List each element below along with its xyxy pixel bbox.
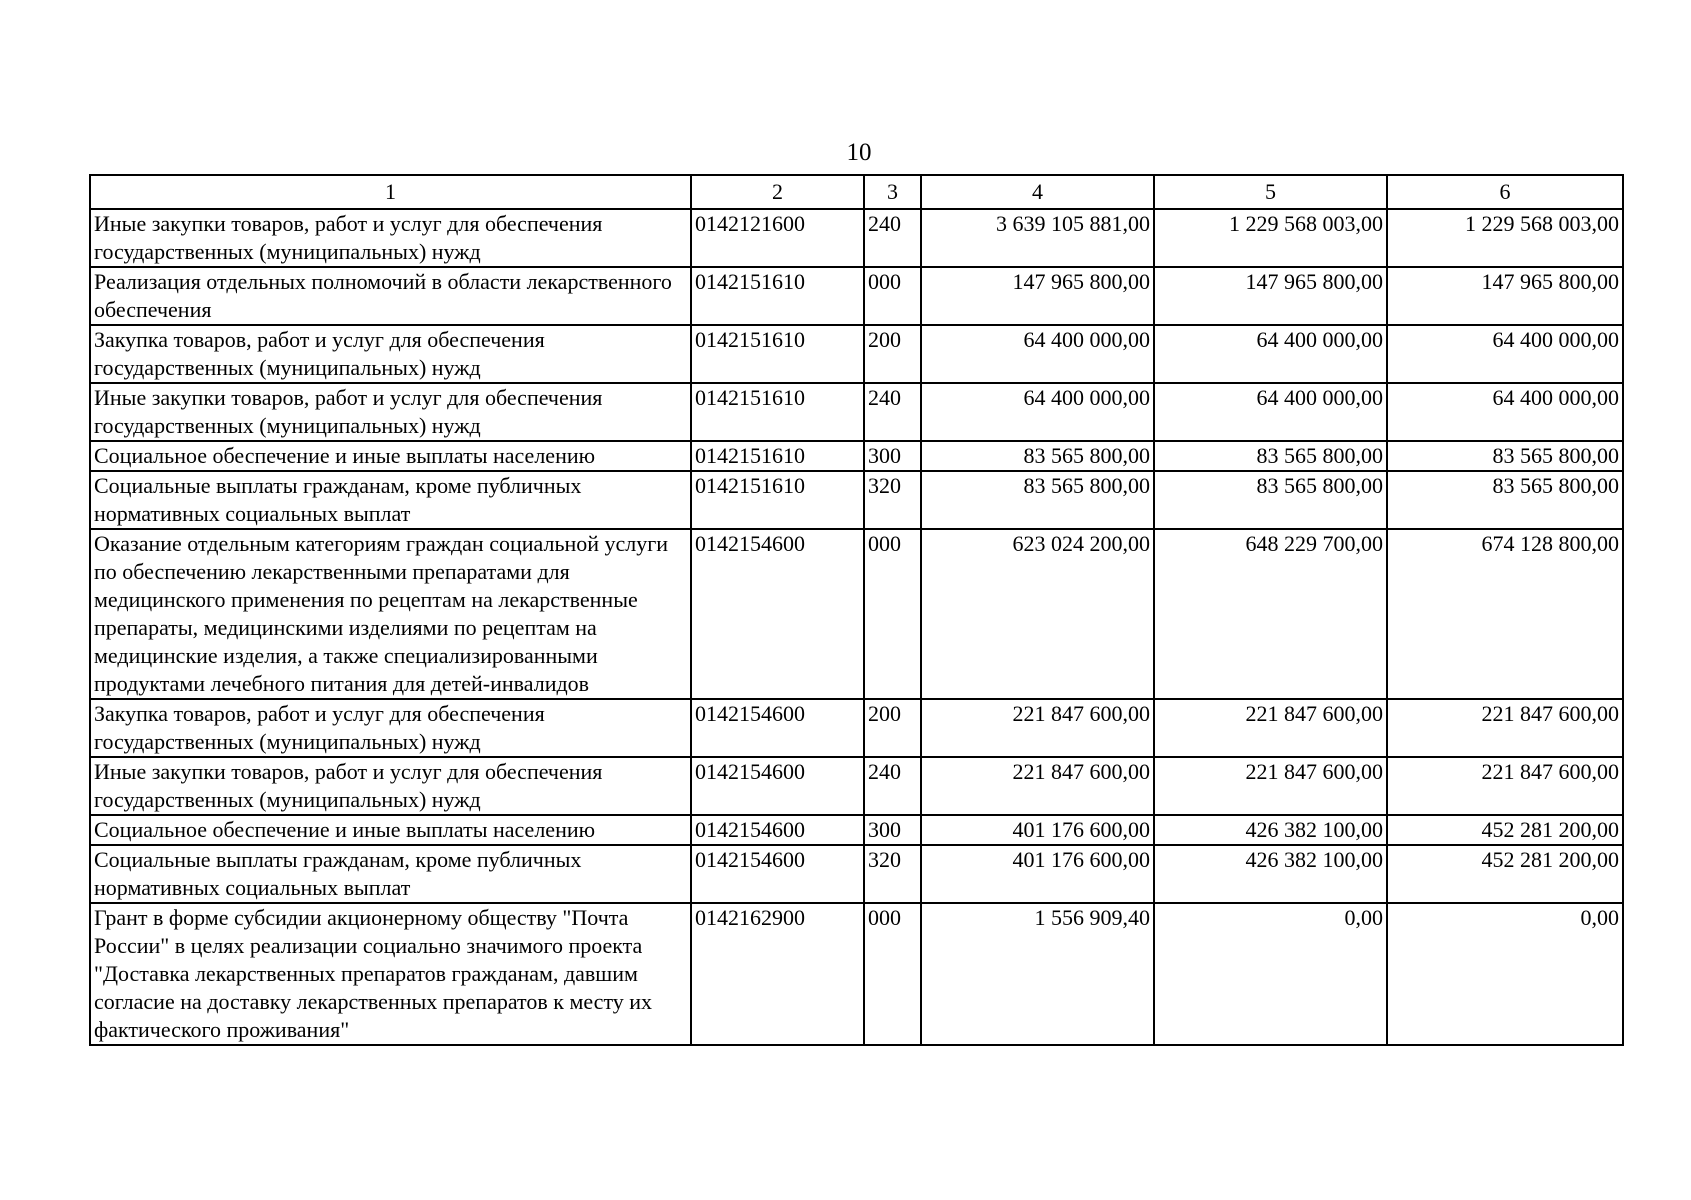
row-code: 0142154600	[691, 699, 864, 757]
row-amount-col4: 83 565 800,00	[921, 471, 1154, 529]
row-name: Закупка товаров, работ и услуг для обеспечения государственных (муниципальных) нужд	[90, 325, 691, 383]
row-amount-col5: 648 229 700,00	[1154, 529, 1387, 699]
row-code: 0142151610	[691, 325, 864, 383]
row-name: Реализация отдельных полномочий в области лекарственного обеспечения	[90, 267, 691, 325]
row-expense-type: 000	[864, 267, 921, 325]
row-expense-type: 300	[864, 441, 921, 471]
table-row	[90, 471, 1623, 529]
header-row	[90, 175, 1623, 209]
row-amount-col4: 401 176 600,00	[921, 815, 1154, 845]
row-code: 0142121600	[691, 209, 864, 267]
row-amount-col4: 147 965 800,00	[921, 267, 1154, 325]
table-row	[90, 529, 1623, 699]
row-amount-col4: 3 639 105 881,00	[921, 209, 1154, 267]
row-amount-col6: 674 128 800,00	[1387, 529, 1623, 699]
table-row	[90, 699, 1623, 757]
row-code: 0142151610	[691, 441, 864, 471]
row-amount-col4: 221 847 600,00	[921, 699, 1154, 757]
header-col-1: 1	[90, 175, 691, 209]
row-expense-type: 240	[864, 209, 921, 267]
header-col-2: 2	[691, 175, 864, 209]
row-expense-type: 300	[864, 815, 921, 845]
row-amount-col6: 1 229 568 003,00	[1387, 209, 1623, 267]
budget-table	[89, 174, 1624, 1046]
row-code: 0142154600	[691, 845, 864, 903]
row-code: 0142154600	[691, 757, 864, 815]
row-amount-col4: 64 400 000,00	[921, 325, 1154, 383]
row-name: Социальное обеспечение и иные выплаты населению	[90, 441, 691, 471]
row-expense-type: 000	[864, 529, 921, 699]
table-row	[90, 845, 1623, 903]
page-number: 10	[846, 139, 872, 166]
row-amount-col6: 221 847 600,00	[1387, 757, 1623, 815]
row-amount-col5: 426 382 100,00	[1154, 815, 1387, 845]
row-amount-col6: 83 565 800,00	[1387, 441, 1623, 471]
row-code: 0142151610	[691, 383, 864, 441]
row-expense-type: 320	[864, 845, 921, 903]
row-expense-type: 240	[864, 383, 921, 441]
row-amount-col4: 83 565 800,00	[921, 441, 1154, 471]
row-amount-col4: 1 556 909,40	[921, 903, 1154, 1045]
row-name: Иные закупки товаров, работ и услуг для обеспечения государственных (муниципальных) нужд	[90, 383, 691, 441]
row-amount-col6: 147 965 800,00	[1387, 267, 1623, 325]
row-amount-col6: 64 400 000,00	[1387, 325, 1623, 383]
table-row	[90, 267, 1623, 325]
row-name: Социальные выплаты гражданам, кроме публичных нормативных социальных выплат	[90, 471, 691, 529]
row-code: 0142162900	[691, 903, 864, 1045]
row-code: 0142151610	[691, 267, 864, 325]
row-name: Оказание отдельным категориям граждан социальной услуги по обеспечению лекарственными препаратами для медицинского применения по рецептам на лекарственные препараты, медицинскими изделиями по рецептам на медицинские изделия, а также специализированными продуктами лечебного питания для детей-инвалидов	[90, 529, 691, 699]
row-amount-col4: 64 400 000,00	[921, 383, 1154, 441]
row-name: Иные закупки товаров, работ и услуг для обеспечения государственных (муниципальных) нужд	[90, 209, 691, 267]
row-code: 0142154600	[691, 529, 864, 699]
row-name: Грант в форме субсидии акционерному обществу "Почта России" в целях реализации социально значимого проекта "Доставка лекарственных препаратов гражданам, давшим согласие на доставку лекарственных препаратов к месту их фактического проживания"	[90, 903, 691, 1045]
row-amount-col4: 623 024 200,00	[921, 529, 1154, 699]
row-name: Социальные выплаты гражданам, кроме публичных нормативных социальных выплат	[90, 845, 691, 903]
header-col-4: 4	[921, 175, 1154, 209]
row-amount-col4: 401 176 600,00	[921, 845, 1154, 903]
row-amount-col5: 0,00	[1154, 903, 1387, 1045]
row-amount-col5: 221 847 600,00	[1154, 757, 1387, 815]
row-amount-col5: 426 382 100,00	[1154, 845, 1387, 903]
row-expense-type: 200	[864, 699, 921, 757]
table-row	[90, 757, 1623, 815]
header-col-3: 3	[864, 175, 921, 209]
row-name: Закупка товаров, работ и услуг для обеспечения государственных (муниципальных) нужд	[90, 699, 691, 757]
table-row	[90, 383, 1623, 441]
row-amount-col6: 0,00	[1387, 903, 1623, 1045]
row-amount-col6: 64 400 000,00	[1387, 383, 1623, 441]
table-row	[90, 325, 1623, 383]
table-row	[90, 209, 1623, 267]
table-row	[90, 815, 1623, 845]
row-amount-col5: 83 565 800,00	[1154, 441, 1387, 471]
row-expense-type: 240	[864, 757, 921, 815]
row-amount-col6: 221 847 600,00	[1387, 699, 1623, 757]
row-expense-type: 000	[864, 903, 921, 1045]
header-col-5: 5	[1154, 175, 1387, 209]
row-expense-type: 200	[864, 325, 921, 383]
row-expense-type: 320	[864, 471, 921, 529]
row-code: 0142154600	[691, 815, 864, 845]
row-amount-col5: 64 400 000,00	[1154, 325, 1387, 383]
row-name: Иные закупки товаров, работ и услуг для обеспечения государственных (муниципальных) нужд	[90, 757, 691, 815]
row-amount-col5: 83 565 800,00	[1154, 471, 1387, 529]
row-amount-col6: 452 281 200,00	[1387, 845, 1623, 903]
row-code: 0142151610	[691, 471, 864, 529]
row-amount-col5: 1 229 568 003,00	[1154, 209, 1387, 267]
row-amount-col4: 221 847 600,00	[921, 757, 1154, 815]
row-name: Социальное обеспечение и иные выплаты населению	[90, 815, 691, 845]
row-amount-col5: 147 965 800,00	[1154, 267, 1387, 325]
row-amount-col6: 452 281 200,00	[1387, 815, 1623, 845]
row-amount-col6: 83 565 800,00	[1387, 471, 1623, 529]
row-amount-col5: 64 400 000,00	[1154, 383, 1387, 441]
table-row	[90, 441, 1623, 471]
header-col-6: 6	[1387, 175, 1623, 209]
row-amount-col5: 221 847 600,00	[1154, 699, 1387, 757]
table-row	[90, 903, 1623, 1045]
